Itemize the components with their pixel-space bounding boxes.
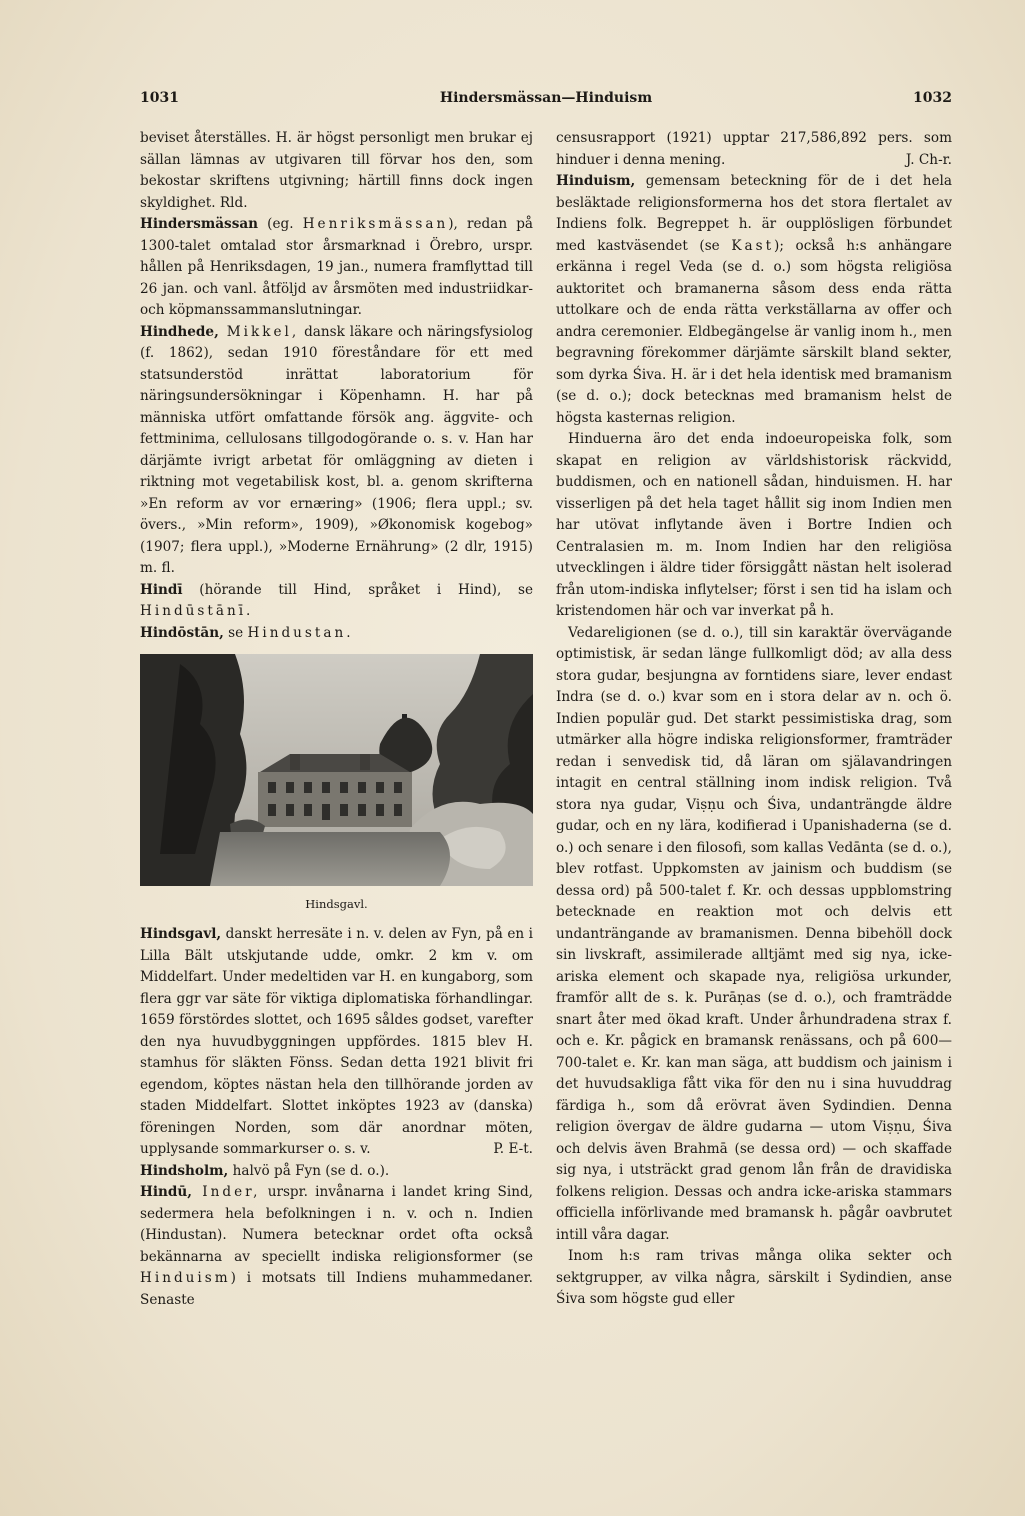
headword: Hindhede, xyxy=(140,323,219,340)
entry-hindsholm: Hindsholm, halvö på Fyn (se d. o.). xyxy=(140,1162,390,1179)
paragraph: Hinduerna äro det enda indoeuropeiska folk, som skapat en religion av världshistorisk räckvidd, buddismen, och en nationell sådan, hinduismen. H. har visserligen på det hela taget hållit sig inom Indien men har utövat inflytande även i Bortre Indien och Centralasien m. m. Inom Indien har den religiösa utvecklingen i äldre tider försiggått nästan helt isolerad från utom-indiska inflytelser; först i sen tid ha islam och kristendomen här och var inverkat på h. xyxy=(556,431,952,619)
figure-caption: Hindsgavl. xyxy=(305,897,368,911)
page-number-right: 1032 xyxy=(913,90,952,106)
hindsgavl-photo xyxy=(140,654,533,886)
figure-hindsgavl xyxy=(140,654,533,924)
paragraph: Inom h:s ram trivas många olika sekter och sektgrupper, av vilka några, särskilt i Sydindien, anse Śiva som högste gud eller xyxy=(556,1248,952,1307)
entry-hindi: Hindī (hörande till Hind, språket i Hind), se Hindūstānī. xyxy=(140,581,533,619)
headword: Hindōstān, xyxy=(140,624,224,641)
headword: Hindsgavl, xyxy=(140,926,222,942)
headword: Hindī xyxy=(140,581,183,598)
entry-hinduism: Hinduism, gemensam beteckning för de i det hela besläktade religionsformerna hos det stora flertalet av Indiens folk. Begreppet h. är oupplösligen förbundet med kastväsendet (se Kast); också h:s anhängare erkänna i regel Veda (se d. o.) som högsta religiösa auktoritet och bramanerna såsom dess enda rätta uttolkare och de enda rätta verkställarna av offer och andra ceremonier. Eldbegängelse är vanlig inom h., men begravning förekommer därjämte särskilt bland sekter, som dyrka Śiva. H. är i det hela identisk med bramanism (se d. o.); dock betecknas med bramanism helst de högsta kasternas religion. xyxy=(556,173,952,426)
paragraph: Vedareligionen (se d. o.), till sin karaktär övervägande optimistisk, är sedan länge fullkomligt död; av alla dess stora gudar, besjungna av forntidens siare, lever endast Indra (se d. o.) kvar som en i stora delar av n. och ö. Indien populär gud. Det starkt pessimistiska drag, som utmärker alla högre indiska religionsformer, framträder redan i senvedisk tid, då läran om själavandringen intagit en central ställning inom indisk religion. Två stora nya gudar, Viṣṇu och Śiva, undanträngde äldre gudar, och en ny lära, kodifierad i Upanishaderna (se d. o.) och senare i den filosofi, som kallas Vedānta (se d. o.), blev rotfast. Uppkomsten av jainism och buddism (se dessa ord) på 500-talet f. Kr. och dessas uppblomstring betecknade en reaktion mot och delvis ett undanträngande av bramanismen. Denna bibehöll dock sin livskraft, assimilerade alltjämt med sig nya, icke-ariska element och skapade nya, religiösa urkunder, framför allt de s. k. Purāṇas (se d. o.), och framträdde snart åter med ökad kraft. Under århundradena strax f. och e. Kr. pågick en bramansk renässans, och på 600—700-talet e. Kr. kan man säga, att buddism och jainism i det huvudsakliga fått vika för den nu i sina huvuddrag färdiga h., som då erövrat även Sydindien. Denna religion övergav de äldre gudarna — utom Viṣṇu, Śiva och delvis även Brahmā (se dessa ord) — och skaffade sig nya, i utsträckt grad genom lån från de dravidiska folkens religion. Dessas och andra icke-ariska stammars officiella införlivande med bramansk h. pågår oavbrutet intill våra dagar. xyxy=(556,624,952,1243)
entry-hindsgavl: Hindsgavl, danskt herresäte i n. v. delen av Fyn, på en i Lilla Bält utskjutande udde, omkr. 2 km v. om Middelfart. Under medeltiden var H. en kungaborg, som flera ggr var säte för viktiga diplomatiska förhandlingar. 1659 förstördes slottet, och 1695 såldes godset, varefter den nya huvudbyggningen uppfördes. 1815 blev H. stamhus för släkten Fönss. Sedan detta 1921 blivit fri egendom, köptes nästan hela den tillhörande jorden av staden Middelfart. Slottet inköptes 1923 av (danska) föreningen Norden, som där anordnar möten, upplysande sommarkurser o. s. v. P. E-t. xyxy=(140,924,533,1161)
headword: Hindū, xyxy=(140,1184,193,1200)
entry-continuation: beviset återställes. H. är högst personligt men brukar ej sällan lämnas av utgivaren till förvar hos den, som bekostar skriftens utgivning; härtill finns dock ingen skyldighet. Rld. xyxy=(140,130,533,211)
headword: Hindersmässan xyxy=(140,216,259,232)
entry-hindu: Hindū, Inder, urspr. invånarna i landet kring Sind, sedermera hela befolkningen i n. v. och n. Indien (Hindustan). Numera betecknar ordet ofta också bekännarna av speciellt indiska religionsformer (se Hinduism) i motsats till Indiens muhammedaner. Senaste xyxy=(140,1184,533,1308)
author-signature: J. Ch-r. xyxy=(905,151,952,168)
headword: Hindsholm, xyxy=(140,1162,229,1179)
right-column xyxy=(556,128,952,1311)
author-signature: P. E-t. xyxy=(493,1141,533,1157)
entry-hindostan: Hindōstān, se Hindustan. xyxy=(140,624,354,641)
running-title: Hindersmässan—Hinduism xyxy=(439,90,653,106)
entry-hindhede: Hindhede, Mikkel, dansk läkare och näringsfysiolog (f. 1862), sedan 1910 föreståndare för ett med statsunderstöd inrättat laboratorium för näringsundersökningar i Köpenhamn. H. har på människa utfört omfattande försök ang. äggvite- och fettminima, cellulosans tillgodogörande o. s. v. Han har därjämte ivrigt arbetat för omläggning av dieten i riktning mot vegetabilisk kost, bl. a. genom skrifterna »En reform av vor ernæring» (1906; flera uppl.; sv. övers., »Min reform», 1909), »Økonomisk kogebog» (1907; flera uppl.), »Moderne Ernährung» (2 dlr, 1915) m. fl. xyxy=(140,323,534,576)
entry-continuation: censusrapport (1921) upptar 217,586,892 pers. som hinduer i denna mening. J. Ch-r. xyxy=(556,128,952,171)
headword: Hinduism, xyxy=(556,173,636,189)
left-column xyxy=(140,128,533,1311)
entry-hindersmassan: Hindersmässan (eg. Henriksmässan), redan på 1300-talet omtalad stor årsmarknad i Örebro, urspr. hållen på Henriksdagen, 19 jan., numera framflyttad till 26 jan. och vanl. åtföljd av årsmöten med industriidkar- och köpmanssammanslutningar. xyxy=(140,216,533,318)
page-number-left: 1031 xyxy=(140,90,179,106)
running-header xyxy=(140,90,952,114)
author-signature: Rld. xyxy=(219,194,248,211)
